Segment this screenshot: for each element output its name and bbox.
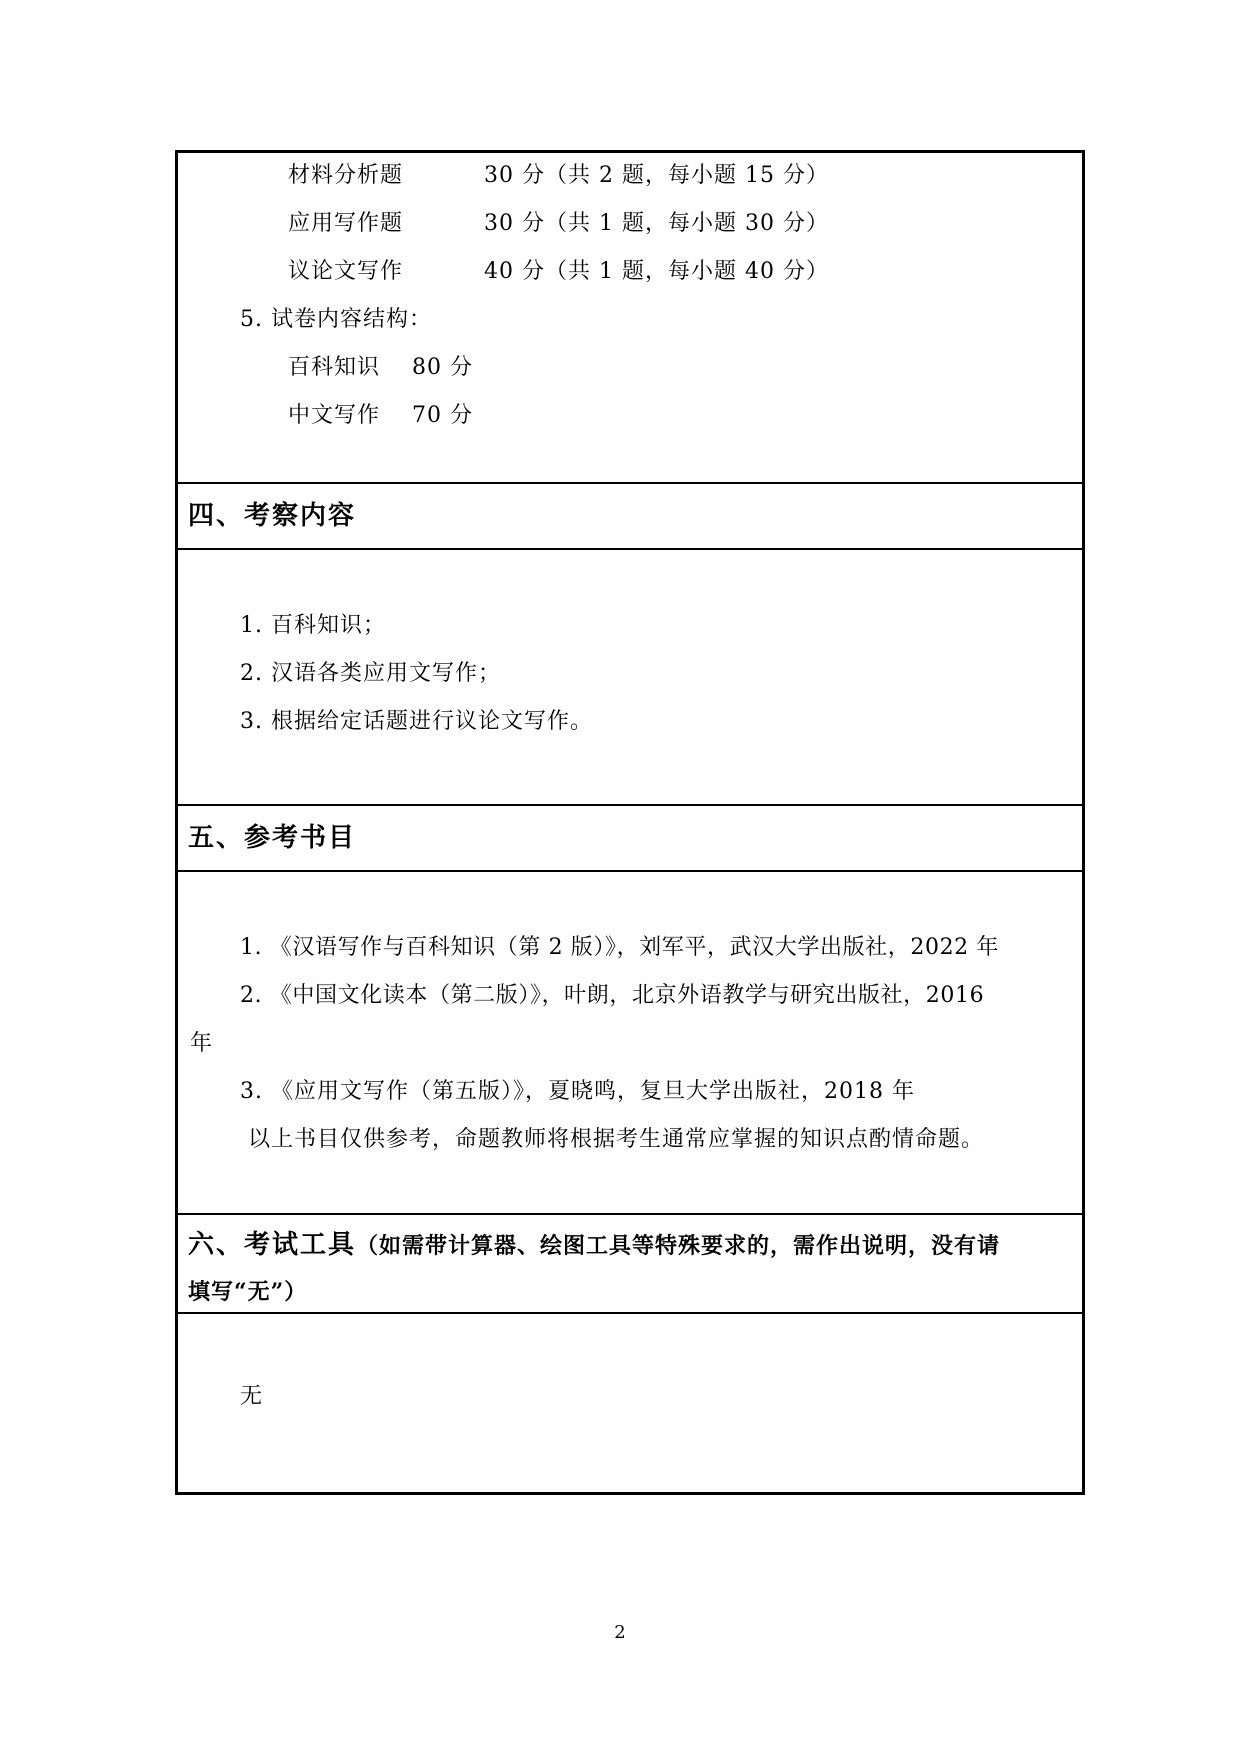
row-divider [178, 548, 1082, 550]
content-item: 1. 百科知识； [240, 613, 386, 638]
question-type-name: 材料分析题 [288, 163, 404, 188]
section-5-title: 五、参考书目 [188, 823, 357, 853]
question-type-score: 30 分（共 2 题，每小题 15 分） [484, 163, 829, 188]
section-6-title [188, 1230, 1000, 1261]
exam-syllabus-table [175, 150, 1085, 1495]
row-divider [178, 1213, 1082, 1215]
question-type-score: 30 分（共 1 题，每小题 30 分） [484, 211, 829, 236]
page-number: 2 [614, 1622, 626, 1643]
reference-note: 以上书目仅供参考，命题教师将根据考生通常应掌握的知识点酌情命题。 [248, 1127, 985, 1152]
structure-score: 80 分 [412, 355, 473, 380]
row-divider [178, 1312, 1082, 1314]
section-6-subtitle: （如需带计算器、绘图工具等特殊要求的，需作出说明，没有请 [356, 1233, 1001, 1259]
question-type-name: 应用写作题 [288, 211, 404, 236]
row-divider [178, 870, 1082, 872]
row-divider [178, 482, 1082, 484]
section-4-title: 四、考察内容 [188, 501, 357, 531]
question-type-score: 40 分（共 1 题，每小题 40 分） [484, 259, 829, 284]
reference-item: 1. 《汉语写作与百科知识（第 2 版）》，刘军平，武汉大学出版社，2022 年 [240, 935, 999, 960]
structure-name: 百科知识 [288, 355, 381, 380]
tools-content: 无 [240, 1384, 264, 1409]
reference-item: 3. 《应用文写作（第五版）》，夏晓鸣，复旦大学出版社，2018 年 [240, 1079, 915, 1104]
reference-item-wrap: 年 [190, 1031, 214, 1056]
section-6-subtitle-cont [188, 1276, 307, 1307]
content-item: 3. 根据给定话题进行议论文写作。 [240, 709, 593, 734]
reference-item: 2. 《中国文化读本（第二版）》，叶朗，北京外语教学与研究出版社，2016 [240, 983, 985, 1008]
structure-name: 中文写作 [288, 403, 381, 428]
row-divider [178, 804, 1082, 806]
section-6-title-main: 六、考试工具 [188, 1230, 357, 1260]
content-item: 2. 汉语各类应用文写作； [240, 661, 501, 686]
section-6-subtitle-line2: 填写“无”） [188, 1279, 308, 1305]
structure-heading: 5. 试卷内容结构： [240, 307, 432, 332]
question-type-name: 议论文写作 [288, 259, 404, 284]
structure-score: 70 分 [412, 403, 473, 428]
